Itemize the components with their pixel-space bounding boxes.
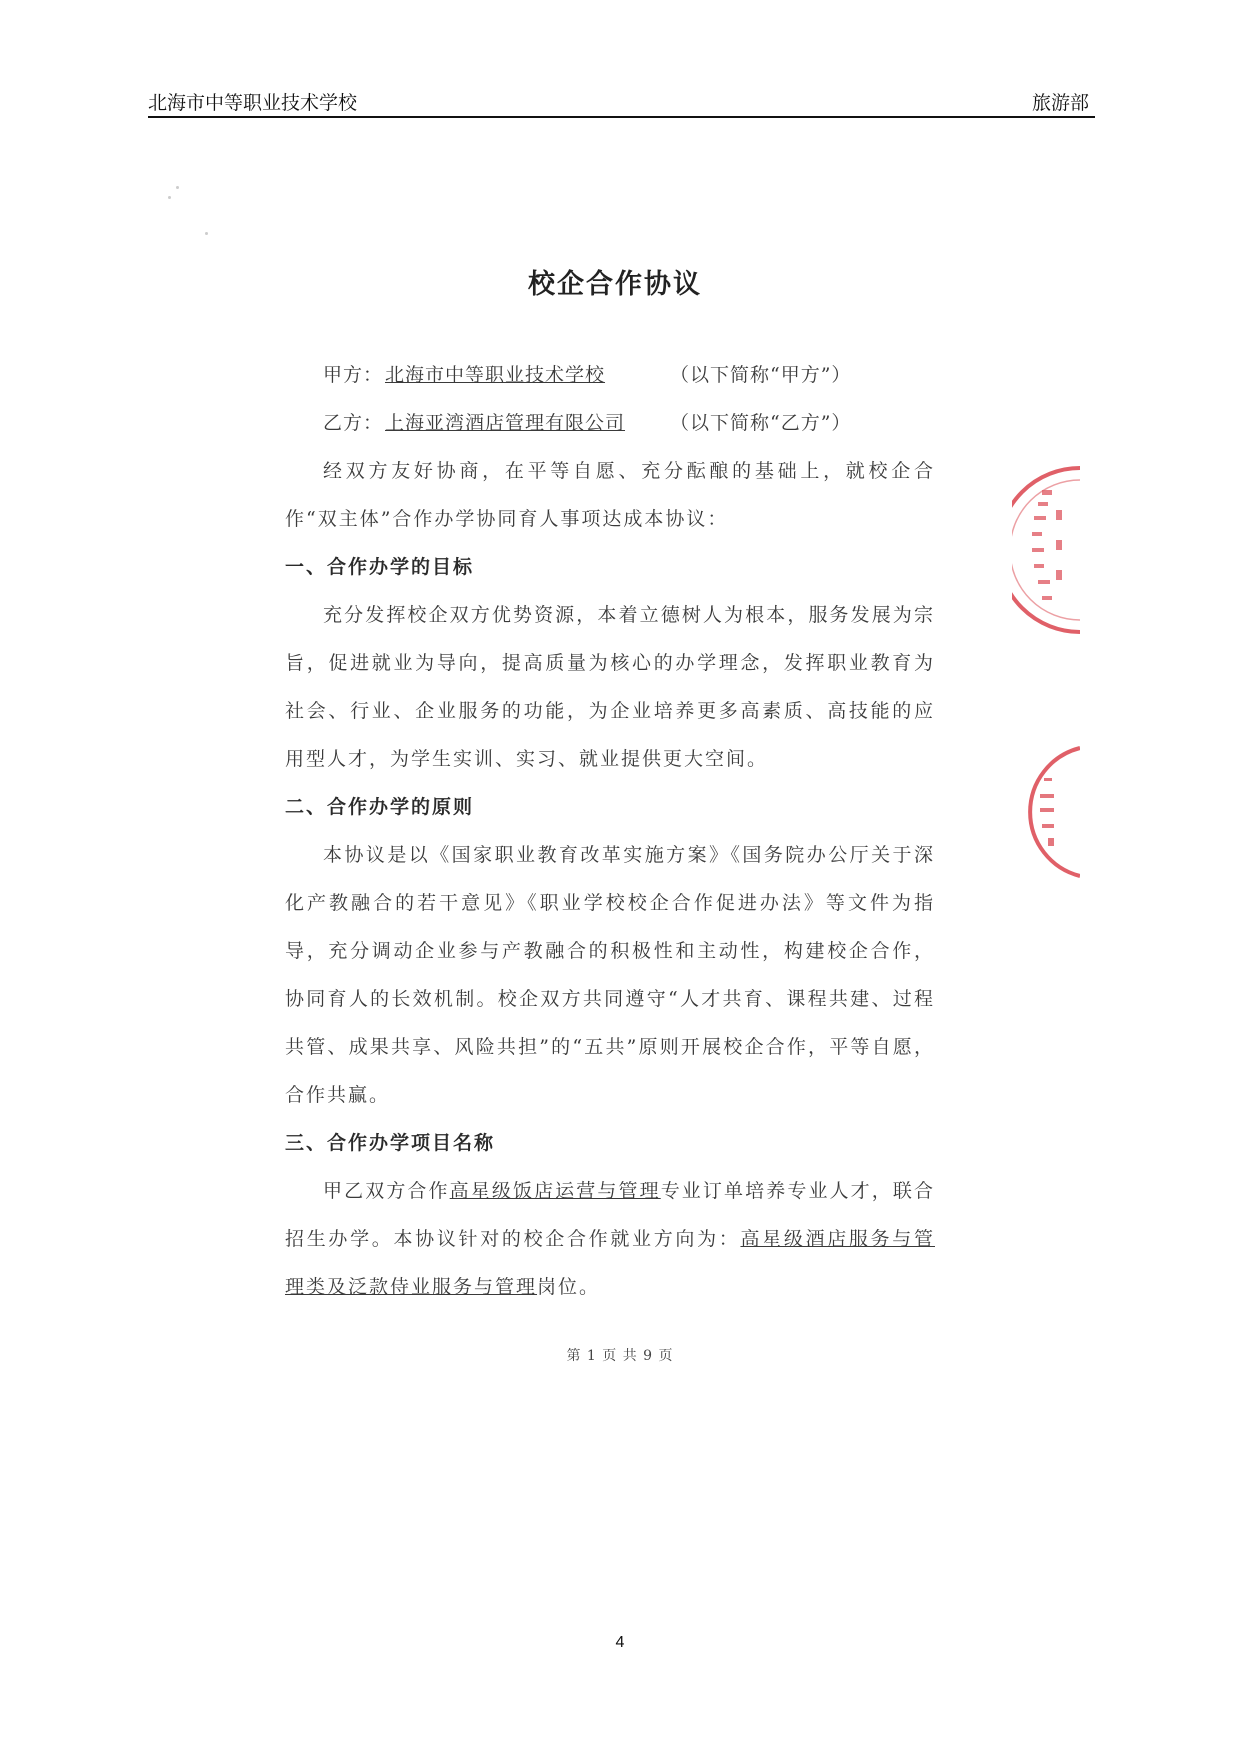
page-number: 4 [615,1634,625,1651]
section-3-text-2: 专业订单培养专业人才，联合招生办学。本协议针对的校企合作就业方向为： [285,1180,935,1250]
party-a-name: 北海市中等职业技术学校 [385,364,606,386]
section-3-heading: 三、合作办学项目名称 [285,1132,496,1154]
intro-paragraph: 经双方友好协商，在平等自愿、充分酝酿的基础上，就校企合作“双主体”合作办学协同育人事项达成本协议： [285,460,935,530]
document-title: 校企合作协议 [528,269,702,300]
party-a-alias: （以下简称“甲方”） [670,364,852,386]
seal-lettering [1040,778,1054,846]
party-b-label: 乙方： [323,412,384,434]
section-3-text-1: 甲乙双方合作 [323,1180,450,1202]
scanned-agreement [285,262,935,1311]
scan-page-footer: 第 1 页 共 9 页 [566,1348,674,1364]
party-b-alias: （以下简称“乙方”） [670,412,852,434]
employment-direction: 高星级酒店服务与管理类及泛款侍业服务与管理 [285,1228,935,1298]
party-b-line [285,399,935,447]
party-b-name: 上海亚湾酒店管理有限公司 [385,412,626,434]
page-header [148,86,1095,118]
scan-speck [168,196,171,199]
seal-ring [1030,748,1080,876]
scan-speck [176,186,179,189]
party-a-label: 甲方： [323,364,384,386]
section-2-heading: 二、合作办学的原则 [285,796,475,818]
section-1-body: 充分发挥校企双方优势资源，本着立德树人为根本，服务发展为宗旨，促进就业为导向，提高质量为核心的办学理念，发挥职业教育为社会、行业、企业服务的功能，为企业培养更多高素质、高技能的应用型人才，为学生实训、实习、就业提供更大空间。 [285,604,935,770]
company-seal-stamp [1012,460,1080,640]
seal-lettering [1032,490,1062,600]
section-3-body [285,1167,935,1311]
header-school-name: 北海市中等职业技术学校 [148,92,358,114]
scan-speck [205,232,208,235]
cooperation-major: 高星级饭店运营与管理 [449,1180,661,1202]
section-1-heading: 一、合作办学的目标 [285,556,475,578]
party-a-line [285,351,935,399]
section-3-text-3: 岗位。 [537,1276,601,1298]
header-department: 旅游部 [1031,92,1089,114]
school-seal-stamp [1022,742,1080,882]
section-2-body: 本协议是以《国家职业教育改革实施方案》《国务院办公厅关于深化产教融合的若干意见》《职业学校校企合作促进办法》等文件为指导，充分调动企业参与产教融合的积极性和主动性，构建校企合作，协同育人的长效机制。校企双方共同遵守“人才共育、课程共建、过程共管、成果共享、风险共担”的“五共”原则开展校企合作，平等自愿，合作共赢。 [285,844,935,1106]
